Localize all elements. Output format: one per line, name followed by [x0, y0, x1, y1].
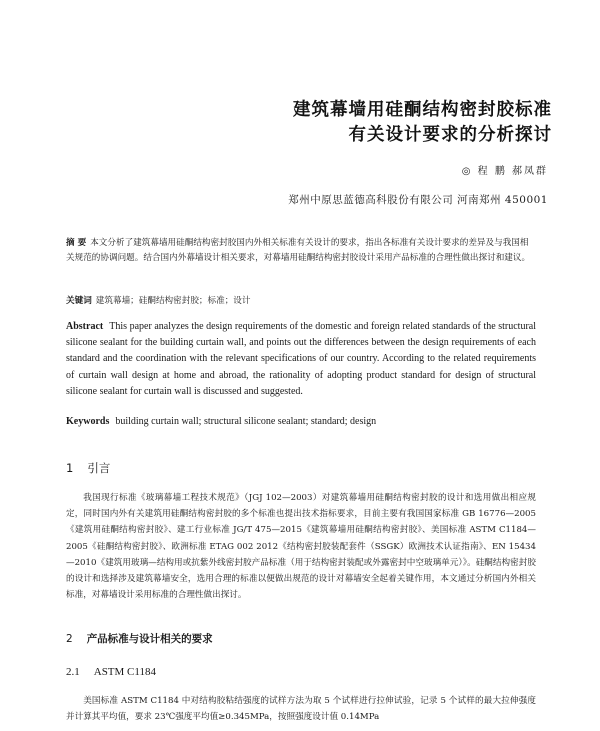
keywords-zh-label: 关键词: [66, 296, 92, 306]
keywords-zh: [66, 294, 536, 308]
keywords-en: [66, 415, 536, 429]
section-1-title: 引言: [87, 461, 111, 475]
section-2-1-title: ASTM C1184: [93, 666, 156, 678]
title-line-1: 建筑幕墙用硅酮结构密封胶标准: [293, 100, 552, 120]
abstract-en: [66, 319, 536, 400]
keywords-zh-text: 建筑幕墙；硅酮结构密封胶；标准；设计: [95, 296, 251, 306]
keywords-en-label: Keywords: [66, 416, 110, 427]
section-2-1-paragraph: 美国标准 ASTM C1184 中对结构胶粘结强度的试样方法为取 5 个试样进行拉伸试验，记录 5 个试样的最大拉伸强度并计算其平均值，要求 23℃强度平均值≥0.345MPa，按照强度设计值 0.14MPa: [66, 696, 536, 723]
section-2-number: 2: [66, 633, 73, 645]
title-line-2: 有关设计要求的分析探讨: [348, 125, 552, 145]
section-1-paragraph: 我国现行标准《玻璃幕墙工程技术规范》（JGJ 102—2003）对建筑幕墙用硅酮结构密封胶的设计和选用做出相应规定，同时国内外有关建筑用硅酮结构密封胶的多个标准也提出技术指标要求，目前主要有我国国家标准 GB 16776—2005《建筑用硅酮结构密封胶》、建工行业标准 JG/T 475—2015《建筑幕墙用硅酮结构密封胶》、美国标准 ASTM C1184—2005《硅酮结构密封胶》、欧洲标准 ETAG 002 2012《结构密封胶装配套件（SSGK）欧洲技术认证指南》、EN 15434—2010《建筑用玻璃—结构用或抗紫外线密封胶产品标准（用于结构密封装配或外露密封中空玻璃单元）》。硅酮结构密封胶的设计和选择涉及建筑幕墙安全，选用合理的标准以便做出规范的设计对幕墙安全起着关键作用，本文通过分析国内外相关标准，对幕墙设计采用标准的合理性做出探讨。: [66, 493, 536, 601]
affiliation: 郑州中原思蓝德高科股份有限公司 河南郑州 450001: [288, 194, 548, 206]
section-2-heading: [66, 631, 213, 646]
authors: ◎ 程 鹏 郝凤群: [461, 166, 548, 177]
section-2-1-number: 2.1: [66, 666, 80, 678]
abstract-zh: [66, 236, 536, 265]
abstract-en-text: This paper analyzes the design requirements of the domestic and foreign related standards of the structural silicone sealant for the building curtain wall, and points out the differences between the design requirements of each standard and the coordination with the relevant specifications of our country. According to the related requirements of curtain wall design at home and abroad, the rationality of adopting product standard for design of structural silicone sealant for curtain wall is discussed and suggested.: [66, 321, 536, 397]
abstract-zh-text: 本文分析了建筑幕墙用硅酮结构密封胶国内外相关标准有关设计的要求，指出各标准有关设计要求的差异及与我国相关规范的协调问题。结合国内外幕墙设计相关要求，对幕墙用硅酮结构密封胶设计采用产品标准的合理性做出探讨和建议。: [66, 238, 531, 263]
section-2-title: 产品标准与设计相关的要求: [86, 633, 213, 645]
section-1-number: 1: [66, 461, 74, 475]
abstract-en-label: Abstract: [66, 321, 104, 332]
abstract-zh-label: 摘 要: [66, 238, 87, 248]
section-1-heading: [66, 460, 110, 476]
keywords-en-text: building curtain wall; structural silicone sealant; standard; design: [115, 416, 377, 427]
section-2-1-heading: [66, 666, 156, 678]
